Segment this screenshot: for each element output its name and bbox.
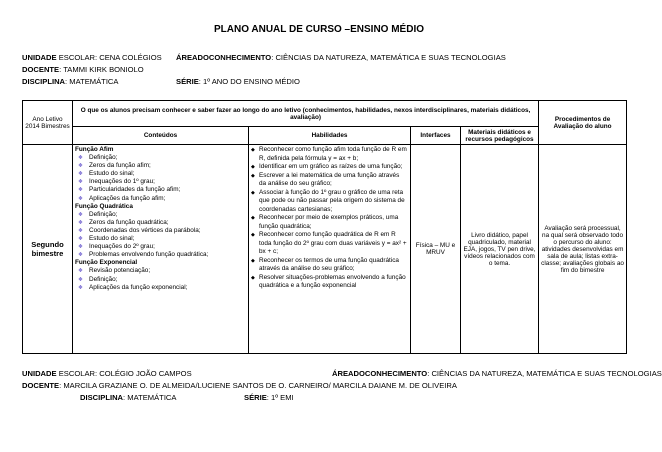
- habilidade-item: ◆ Associar à função do 1º grau o gráfico de uma reta que pode ou não passar pela origem do sistema de coordenadas cartesianas;: [251, 189, 408, 215]
- serie-value: : 1º EMI: [266, 393, 294, 402]
- col-group-header: O que os alunos precisam conhecer e saber fazer ao longo do ano letivo (conhecimentos, habilidades, nexos interdisciplinares, materiais didáticos, avaliação): [73, 101, 539, 127]
- disciplina-value: : MATEMÁTICA: [123, 393, 177, 402]
- docente-value: : TAMMI KIRK BONIOLO: [59, 65, 144, 74]
- serie-line-1: [176, 76, 300, 87]
- habilidade-item: ◆ Resolver situações-problemas envolvendo a função quadrática e a função exponencial: [251, 274, 408, 291]
- conteudo-item: ❖ Estudo do sinal;: [75, 235, 246, 243]
- col-materiais: Materiais didáticos e recursos pedagógicos: [461, 127, 539, 145]
- habilidades-cell: [249, 145, 411, 354]
- docente-label: DOCENTE: [22, 65, 60, 74]
- serie-label: SÉRIE: [176, 77, 199, 86]
- unidade-line-2: [22, 368, 192, 379]
- conteudo-item: ❖ Particularidades da função afim;: [75, 186, 246, 194]
- habilidade-item: ◆ Reconhecer os termos de uma função quadrática através da análise do seu gráfico;: [251, 257, 408, 274]
- serie-line-2: [244, 392, 294, 403]
- serie-value: : 1º ANO DO ENSINO MÉDIO: [198, 77, 300, 86]
- unidade-value: ESCOLAR: CENA COLÉGIOS: [56, 53, 162, 62]
- disciplina-line-2: [80, 392, 177, 403]
- unidade-label: UNIDADE: [22, 369, 57, 378]
- conteudos-cell: [73, 145, 249, 354]
- conteudo-item: ❖ Aplicações da função afim;: [75, 195, 246, 203]
- col-conteudos: Conteúdos: [73, 127, 249, 145]
- docente-value: : MARCILA GRAZIANE O. DE ALMEIDA/LUCIENE SANTOS DE O. CARNEIRO/ MARCILA DAIANE M. DE OLIVEIRA: [59, 381, 457, 390]
- conteudo-item: ❖ Zeros da função quadrática;: [75, 219, 246, 227]
- conteudo-item: ❖ Coordenadas dos vértices da parábola;: [75, 227, 246, 235]
- col-interfaces: Interfaces: [411, 127, 461, 145]
- area-line-2: [332, 368, 662, 379]
- conteudo-item: ❖ Definição;: [75, 211, 246, 219]
- unidade-line-1: [22, 52, 162, 63]
- conteudo-item: ❖ Definição;: [75, 276, 246, 284]
- avaliacao-cell: Avaliação será processual, na qual será observado todo o percurso do aluno: atividades desenvolvidas em sala de aula; listas extra-classe; avaliações globais ao fim do bimestre: [539, 145, 627, 354]
- habilidade-item: ◆ Reconhecer como função quadrática de R em R toda função do 2º grau com duas variáveis y = ax² + bx + c;: [251, 231, 408, 257]
- materiais-cell: Livro didático, papel quadriculado, material EJA, jogos, TV pen drive, vídeos relacionados com o tema.: [461, 145, 539, 354]
- area-line-1: [176, 52, 506, 63]
- habilidade-item: ◆ Reconhecer como função afim toda função de R em R, definida pela fórmula y = ax + b;: [251, 146, 408, 163]
- col-habilidades: Habilidades: [249, 127, 411, 145]
- bimestre-cell: Segundo bimestre: [23, 145, 73, 354]
- disciplina-value: : MATEMÁTICA: [65, 77, 119, 86]
- habilidades-list: [251, 146, 408, 291]
- conteudo-section: Função Quadrática: [75, 202, 133, 210]
- conteudo-item: ❖ Zeros da função afim;: [75, 162, 246, 170]
- area-value: : CIÊNCIAS DA NATUREZA, MATEMÁTICA E SUAS TECNOLOGIAS: [271, 53, 506, 62]
- docente-line-1: [22, 64, 144, 75]
- disciplina-label: DISCIPLINA: [22, 77, 66, 86]
- document-title: PLANO ANUAL DE CURSO –ENSINO MÉDIO: [213, 24, 425, 35]
- conteudo-item: ❖ Aplicações da função exponencial;: [75, 284, 246, 292]
- serie-label: SÉRIE: [244, 393, 267, 402]
- disciplina-label: DISCIPLINA: [80, 393, 124, 402]
- area-label: ÁREADOCONHECIMENTO: [332, 369, 428, 378]
- interfaces-cell: Física – MU e MRUV: [411, 145, 461, 354]
- col-ano-letivo: Ano Letivo 2014 Bimestres: [23, 101, 73, 145]
- docente-line-2: [22, 380, 457, 391]
- habilidade-item: ◆ Reconhecer por meio de exemplos práticos, uma função quadrática;: [251, 214, 408, 231]
- conteudo-item: ❖ Definição;: [75, 154, 246, 162]
- area-label: ÁREADOCONHECIMENTO: [176, 53, 272, 62]
- conteudos-list: [75, 146, 246, 292]
- conteudo-item: ❖ Problemas envolvendo função quadrática;: [75, 251, 246, 259]
- unidade-label: UNIDADE: [22, 53, 57, 62]
- conteudo-item: ❖ Revisão potenciação;: [75, 267, 246, 275]
- docente-label: DOCENTE: [22, 381, 60, 390]
- conteudo-section: Função Afim: [75, 146, 114, 153]
- conteudo-section: Função Exponencial: [75, 259, 138, 267]
- conteudo-item: ❖ Inequações do 2º grau;: [75, 243, 246, 251]
- area-value: : CIÊNCIAS DA NATUREZA, MATEMÁTICA E SUAS TECNOLOGIAS: [427, 369, 662, 378]
- disciplina-line-1: [22, 76, 119, 87]
- conteudo-item: ❖ Estudo do sinal;: [75, 170, 246, 178]
- col-avaliacao: Procedimentos de Avaliação do aluno: [539, 101, 627, 145]
- habilidade-item: ◆ Escrever a lei matemática de uma função através da análise do seu gráfico;: [251, 172, 408, 189]
- habilidade-item: ◆ Identificar em um gráfico as raízes de uma função;: [251, 163, 408, 172]
- unidade-value: ESCOLAR: COLÉGIO JOÃO CAMPOS: [56, 369, 192, 378]
- conteudo-item: ❖ Inequações do 1º grau;: [75, 178, 246, 186]
- course-plan-table: [22, 100, 627, 354]
